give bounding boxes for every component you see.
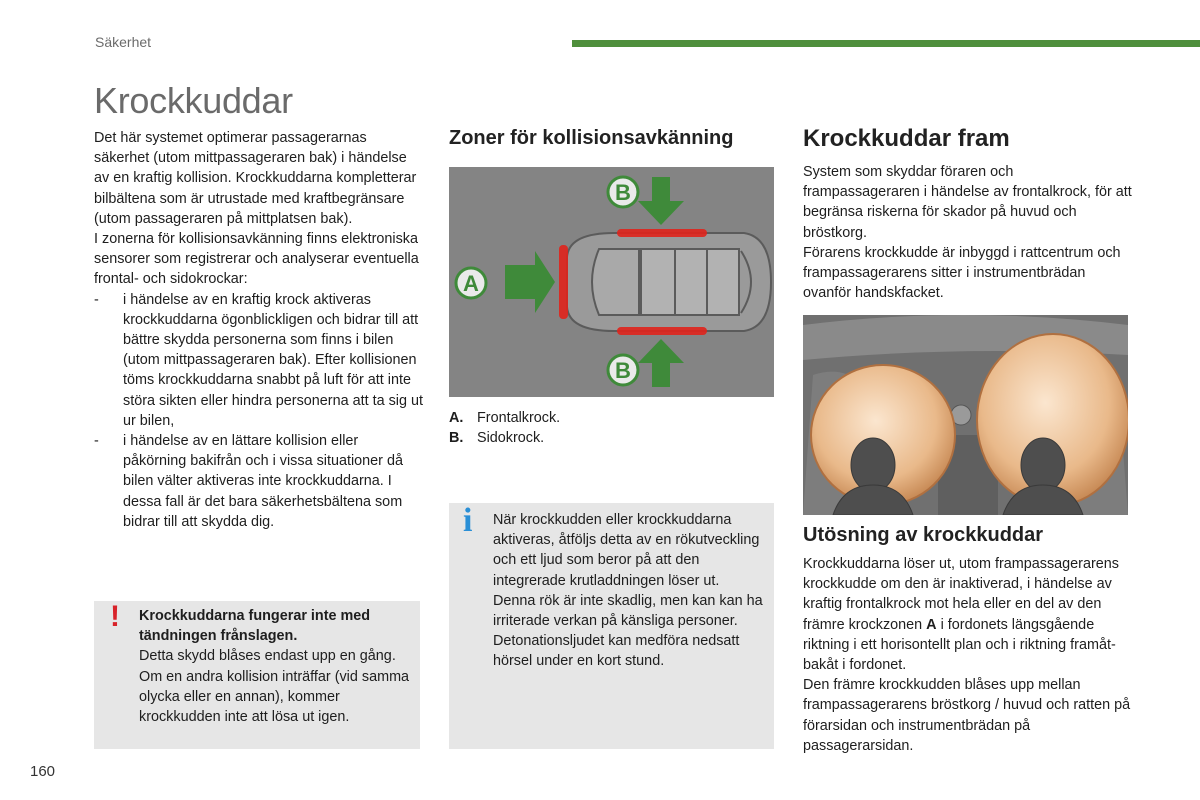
list-item-text: i händelse av en kraftig krock aktiveras krockkuddarna ögonblickligen och bidrar till att bättre skydda personerna som finns i bilen (utom mittpassageraren bak). Efter kollisionen töms krockkuddarna snabbt på luft för att inte störa sikten eller hindra personerna att ta sig ut ur bilen,: [123, 291, 423, 429]
svg-text:B: B: [615, 180, 631, 205]
legend-key: B.: [449, 430, 464, 447]
front-paragraph: Förarens krockkudde är inbyggd i rattcentrum och frampassagerarens sitter i instrumentbrädan ovanför handskfacket.: [803, 244, 1121, 302]
warning-body: Detta skydd blåses endast upp en gång. Om en andra kollision inträffar (vid samma olycka eller en annan), kommer krockkudden inte att lösa ut igen.: [139, 648, 410, 726]
intro-column: [94, 128, 424, 532]
front-paragraph: System som skyddar föraren och frampassageraren i händelse av frontalkrock, för att begränsa riskerna för skador på huvud och bröstkorg.: [803, 164, 1132, 241]
warning-icon: !: [110, 600, 120, 633]
side-impact-zone-top: [617, 229, 707, 237]
legend-item: [449, 428, 769, 448]
front-airbags-heading: Krockkuddar fram: [803, 125, 1010, 152]
deployment-paragraph: Den främre krockkudden blåses upp mellan frampassagerarens bröstkorg / huvud och ratten på förarsidan och instrumentbrädan på passagerarsidan.: [803, 677, 1131, 754]
page-title: Krockkuddar: [94, 80, 293, 121]
section-label: Säkerhet: [95, 34, 152, 50]
info-paragraph: Denna rök är inte skadlig, men kan kan ha irriterade verkan på känsliga personer.: [493, 592, 763, 630]
header-accent-bar: [572, 40, 1200, 47]
list-item: [94, 290, 424, 431]
zone-a-ref: A: [926, 616, 937, 633]
front-impact-zone: [559, 245, 568, 319]
list-dash: -: [94, 433, 99, 450]
info-text: [493, 510, 765, 672]
deployed-airbags-image: [803, 315, 1128, 515]
warning-box: [94, 601, 420, 749]
list-dash: -: [94, 291, 99, 308]
warning-heading: Krockkuddarna fungerar inte med tändningen frånslagen.: [139, 608, 371, 645]
side-impact-zone-bottom: [617, 327, 707, 335]
label-b-top-badge: [608, 177, 638, 207]
zones-heading: Zoner för kollisionsavkänning: [449, 127, 734, 149]
car-top-view-illustration: [449, 167, 774, 397]
legend-key: A.: [449, 410, 464, 426]
warning-text: [139, 606, 411, 727]
deployment-text-part: i fordonets längsgående riktning i ett horisontellt plan och i riktning framåt-bakåt i fordonet.: [803, 616, 1116, 674]
svg-text:A: A: [463, 271, 479, 296]
page-number: 160: [30, 763, 56, 780]
info-paragraph: Detonationsljudet kan medföra nedsatt hörsel under en kort stund.: [493, 633, 740, 670]
deployment-text-part: Krockkuddarna löser ut, utom frampassagerarens krockkudde om den är inaktiverad, i händelse av kraftig frontalkrock mot hela eller en del av den främre krockzonen: [803, 556, 1119, 633]
deployment-heading: Utösning av krockkuddar: [803, 524, 1044, 546]
deployment-paragraph: [803, 554, 1133, 675]
diagram-legend: [449, 408, 769, 448]
list-item-text: i händelse av en lättare kollision eller påkörning bakifrån och i vissa situationer då bilen välter aktiveras inte krockkuddarna. I dessa fall är det bara säkerhetsbältena som bidrar till att skydda dig.: [123, 433, 403, 530]
legend-text: Frontalkrock.: [477, 410, 561, 426]
label-a-badge: [456, 268, 486, 298]
svg-text:B: B: [615, 358, 631, 383]
label-b-bottom-badge: [608, 355, 638, 385]
intro-paragraph: I zonerna för kollisionsavkänning finns elektroniska sensorer som registrerar och analyserar eventuella frontal- och sidokrockar:: [94, 231, 419, 288]
front-airbags-text: [803, 162, 1133, 303]
car-outline-icon: [567, 233, 771, 331]
front-airbags-illustration: [803, 315, 1128, 515]
legend-text: Sidokrock.: [477, 430, 545, 447]
info-icon: i: [463, 502, 473, 539]
legend-item: [449, 408, 769, 428]
list-item: [94, 431, 424, 532]
info-paragraph: När krockkudden eller krockkuddarna aktiveras, åtföljs detta av en rökutveckling och ett ljud som beror på att den integrerade krutladdningen löser ut.: [493, 512, 760, 589]
intro-paragraph: Det här systemet optimerar passagerarnas säkerhet (utom mittpassageraren bak) i händelse av en kraftig kollision. Krockkuddarna kompletterar bilbältena som är utrustade med kraftbegränsare (utom passageraren på mittplatsen bak).: [94, 130, 417, 227]
info-box: [449, 503, 774, 749]
collision-zones-diagram: [449, 167, 774, 397]
deployment-text: [803, 554, 1133, 756]
